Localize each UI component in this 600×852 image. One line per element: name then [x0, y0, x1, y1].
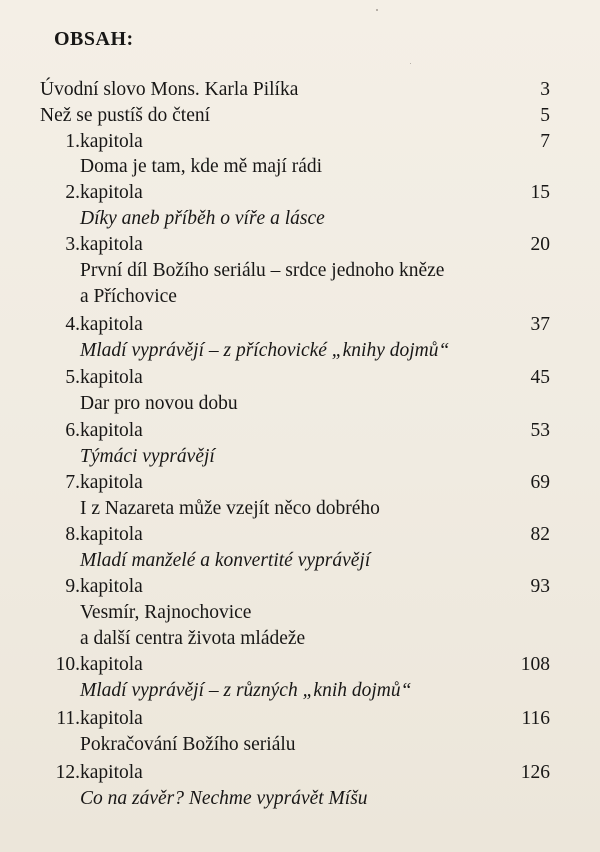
chapter-label: kapitola: [80, 314, 143, 335]
chapter-page-number: 15: [530, 182, 550, 203]
chapter-title: Mladí vyprávějí – z různých „knih dojmů“: [80, 680, 412, 701]
chapter-title: Týmáci vyprávějí: [80, 446, 215, 467]
chapter-label: kapitola: [80, 131, 143, 152]
chapter-number: 3.: [65, 234, 80, 255]
chapter-title: Vesmír, Rajnochovice: [80, 602, 252, 623]
chapter-page-number: 126: [520, 762, 550, 783]
chapter-number: 10.: [55, 654, 80, 675]
chapter-page-number: 37: [530, 314, 550, 335]
chapter-number: 2.: [65, 182, 80, 203]
chapter-label: kapitola: [80, 182, 143, 203]
chapter-number: 4.: [65, 314, 80, 335]
chapter-title: Dar pro novou dobu: [80, 393, 238, 414]
chapter-title: První díl Božího seriálu – srdce jednoho kněze: [80, 260, 445, 281]
chapter-label: kapitola: [80, 420, 143, 441]
chapter-title: Co na závěr? Nechme vyprávět Míšu: [80, 788, 368, 809]
chapter-number: 6.: [65, 420, 80, 441]
chapter-number: 9.: [65, 576, 80, 597]
chapter-number: 12.: [55, 762, 80, 783]
chapter-title-continued: a Příchovice: [80, 286, 177, 307]
chapter-label: kapitola: [80, 472, 143, 493]
chapter-label: kapitola: [80, 367, 143, 388]
chapter-page-number: 45: [530, 367, 550, 388]
chapter-title: Díky aneb příběh o víře a lásce: [80, 208, 325, 229]
paper-speck: [410, 63, 411, 64]
chapter-page-number: 82: [530, 524, 550, 545]
chapter-title-continued: a další centra života mládeže: [80, 628, 306, 649]
chapter-number: 1.: [65, 131, 80, 152]
chapter-page-number: 69: [530, 472, 550, 493]
paper-speck: [376, 9, 378, 11]
chapter-page-number: 93: [530, 576, 550, 597]
chapter-page-number: 108: [520, 654, 550, 675]
chapter-page-number: 7: [540, 131, 550, 152]
chapter-title: Pokračování Božího seriálu: [80, 734, 296, 755]
chapter-number: 7.: [65, 472, 80, 493]
chapter-page-number: 53: [530, 420, 550, 441]
chapter-label: kapitola: [80, 762, 143, 783]
chapter-page-number: 116: [521, 708, 550, 729]
entry-title: Než se pustíš do čtení: [40, 105, 211, 126]
chapter-number: 8.: [65, 524, 80, 545]
chapter-title: I z Nazareta může vzejít něco dobrého: [80, 498, 380, 519]
chapter-title: Mladí manželé a konvertité vyprávějí: [80, 550, 371, 571]
chapter-page-number: 20: [530, 234, 550, 255]
entry-page-number: 5: [540, 105, 550, 126]
chapter-label: kapitola: [80, 708, 143, 729]
chapter-label: kapitola: [80, 524, 143, 545]
chapter-label: kapitola: [80, 654, 143, 675]
chapter-number: 5.: [65, 367, 80, 388]
chapter-label: kapitola: [80, 234, 143, 255]
chapter-number: 11.: [56, 708, 80, 729]
toc-heading: OBSAH:: [54, 28, 134, 50]
chapter-title: Mladí vyprávějí – z příchovické „knihy dojmů“: [80, 340, 450, 361]
chapter-label: kapitola: [80, 576, 143, 597]
entry-title: Úvodní slovo Mons. Karla Pilíka: [40, 79, 299, 100]
entry-page-number: 3: [540, 79, 550, 100]
chapter-title: Doma je tam, kde mě mají rádi: [80, 156, 323, 177]
